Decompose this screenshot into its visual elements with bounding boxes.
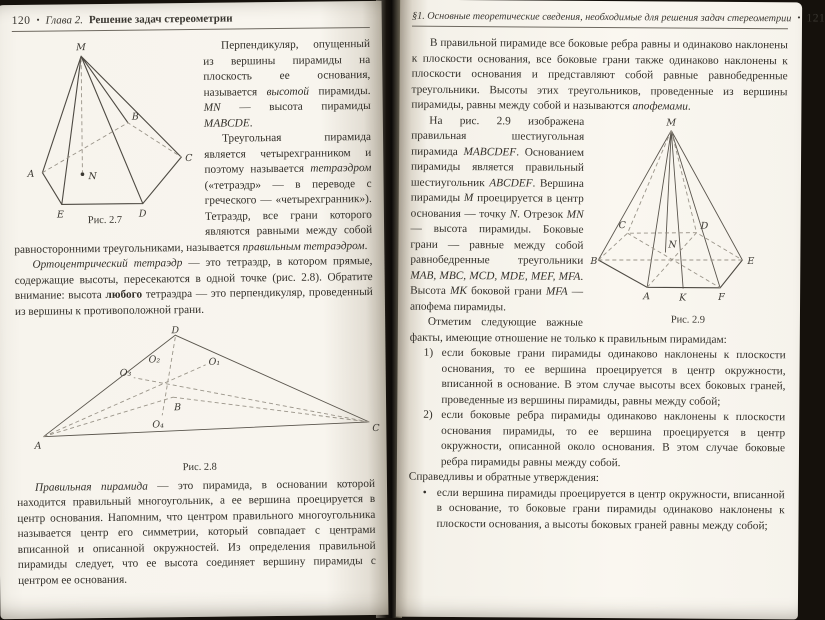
vertex-label-m: M xyxy=(76,42,86,54)
item-number: 1) xyxy=(423,346,434,359)
left-paragraph-orthocentric: Ортоцентрический тетраэдр — это тетраэдр, в котором прямые, содержащие высоты, пересекаются в одной точке (рис. 2.8). Обратите внимание: высота любого тетраэдра — это перпендикуляр, проведенный из вершины к противоположной грани. xyxy=(14,254,373,318)
header-rule xyxy=(412,26,788,30)
point-label-k: K xyxy=(679,292,687,304)
numbered-item-1 xyxy=(409,346,785,411)
item-text: если боковые ребра пирамиды одинаково наклонены к плоскости основания пирамиды, то ее вершина проецируется в центр окружности, описанной около основания. В этом случае боковые ребра пирамиды равны между собой. xyxy=(440,408,786,469)
section-header: §1. Основные теоретические сведения, необходимые для решения задач стереометрии xyxy=(412,10,792,25)
vertex-label-b: B xyxy=(590,255,598,267)
vertex-label-a: A xyxy=(643,290,651,302)
left-page-number: 120 xyxy=(11,14,31,28)
chapter-label: Глава 2. xyxy=(45,14,83,27)
point-label-o2: O₂ xyxy=(148,354,161,366)
figure-2-9 xyxy=(590,116,787,328)
figure-2-8 xyxy=(15,323,383,478)
vertex-label-d: D xyxy=(171,325,180,337)
vertex-label-e: E xyxy=(56,209,64,221)
chapter-title: Решение задач стереометрии xyxy=(88,12,233,27)
vertex-label-d: D xyxy=(138,208,147,220)
vertex-label-d: D xyxy=(700,220,709,232)
right-paragraph-facts-intro: Отметим следующие важные факты, имеющие отношение не только к правильным пирамидам: xyxy=(409,315,727,346)
header-separator-dot: • xyxy=(36,14,40,25)
vertex-label-m: M xyxy=(666,116,677,129)
left-paragraph-height: Перпендикуляр, опущенный из вершины пирамиды на плоскость ее основания, называется высотой пирамиды. MN — высота пирамиды MABCDE. xyxy=(203,37,371,130)
item-text: если боковые грани пирамиды одинаково наклонены к плоскости основания, то ее вершина проецируется в центр окружности, вписанной в основание. В этом случае высоты всех боковых граней, проведенные из вершины пирамиды, равны между собой; xyxy=(441,346,786,408)
figure-2-9-caption: Рис. 2.9 xyxy=(670,314,706,326)
center-label-n: N xyxy=(88,171,97,183)
bullet-item-1 xyxy=(408,485,784,534)
right-paragraph-converse: Справедливы и обратные утверждения: xyxy=(408,470,599,485)
vertex-label-b: B xyxy=(174,402,182,414)
left-page-content xyxy=(12,37,380,589)
numbered-item-2 xyxy=(409,408,785,473)
right-page-number: 121 xyxy=(806,12,825,25)
right-paragraph-hexagonal: На рис. 2.9 изображена правильная шестиугольная пирамида MABCDEF. Основанием пирамиды является правильный шестиугольник ABCDEF. Вершина пирамиды M проецируется в центр основания — точку N. Отрезок MN — высота пирамиды. Боковые грани — равные между собой равнобедренные треугольники MAB, MBC, MCD, MDE, MEF, MFA. Высота MK боковой грани MFA — апофема пирамиды. xyxy=(409,114,585,313)
figure-2-7 xyxy=(12,39,196,230)
vertex-label-c: C xyxy=(185,152,193,165)
vertex-label-b: B xyxy=(131,111,139,123)
point-label-o3: O₃ xyxy=(119,367,132,379)
right-page-content xyxy=(408,36,787,535)
left-paragraph-tetrahedron: Треугольная пирамида является четырехгранником и поэтому называется тетраэдром («тетраэдр» — в переводе с греческого — «четырехгранник»). Тетраэдр, все грани которого являются равными между собой равносторонними треугольниками, называется правильным тетраэдром. xyxy=(14,130,373,256)
vertex-label-a: A xyxy=(34,440,42,452)
point-label-o4: O₄ xyxy=(152,419,164,431)
center-label-n: N xyxy=(668,238,677,251)
figure-2-8-caption: Рис. 2.8 xyxy=(182,461,217,474)
left-running-head xyxy=(12,11,370,27)
header-rule xyxy=(12,27,370,32)
bullet-marker: • xyxy=(422,486,427,499)
right-page xyxy=(396,0,825,619)
vertex-label-a: A xyxy=(27,168,35,180)
vertex-label-e: E xyxy=(747,255,755,267)
left-page xyxy=(0,1,388,619)
item-number: 2) xyxy=(423,408,433,421)
vertex-label-f: F xyxy=(718,291,725,303)
hexagonal-pyramid-figure xyxy=(590,116,787,311)
bullet-text: если вершина пирамиды проецируется в центр окружности, вписанной в основание, то боковые грани пирамиды одинаково наклонены к плоскости основания, а высоты боковых граней равны между собой; xyxy=(436,486,785,532)
header-separator-dot: • xyxy=(797,12,801,23)
vertex-label-c: C xyxy=(372,422,380,434)
point-label-o1: O₁ xyxy=(208,356,221,368)
left-paragraph-regular-pyramid: Правильная пирамида — это пирамида, в основании которой находится правильный многоугольник, а ее вершина проецируется в центр основания. Напомним, что центром правильного многоугольника называется центр его симметрии, который совпадает с центрами вписанной и описанной окружностей. Из определения правильной пирамиды следует, что ее высота соединяет вершину пирамиды с центром ее основания. xyxy=(17,477,376,587)
vertex-label-c: C xyxy=(618,219,626,231)
tetrahedron-figure xyxy=(15,323,382,461)
figure-2-7-caption: Рис. 2.7 xyxy=(87,214,123,227)
right-running-head xyxy=(412,10,825,25)
right-paragraph-apothem: В правильной пирамиде все боковые ребра равны и одинаково наклонены к плоскости основания, все боковые грани также одинаково наклонены к плоскости основания и представляют собой равные равнобедренные треугольники. Высоты этих треугольников, проведенные из вершины пирамиды, равны между собой и называются апофемами. xyxy=(411,36,788,113)
